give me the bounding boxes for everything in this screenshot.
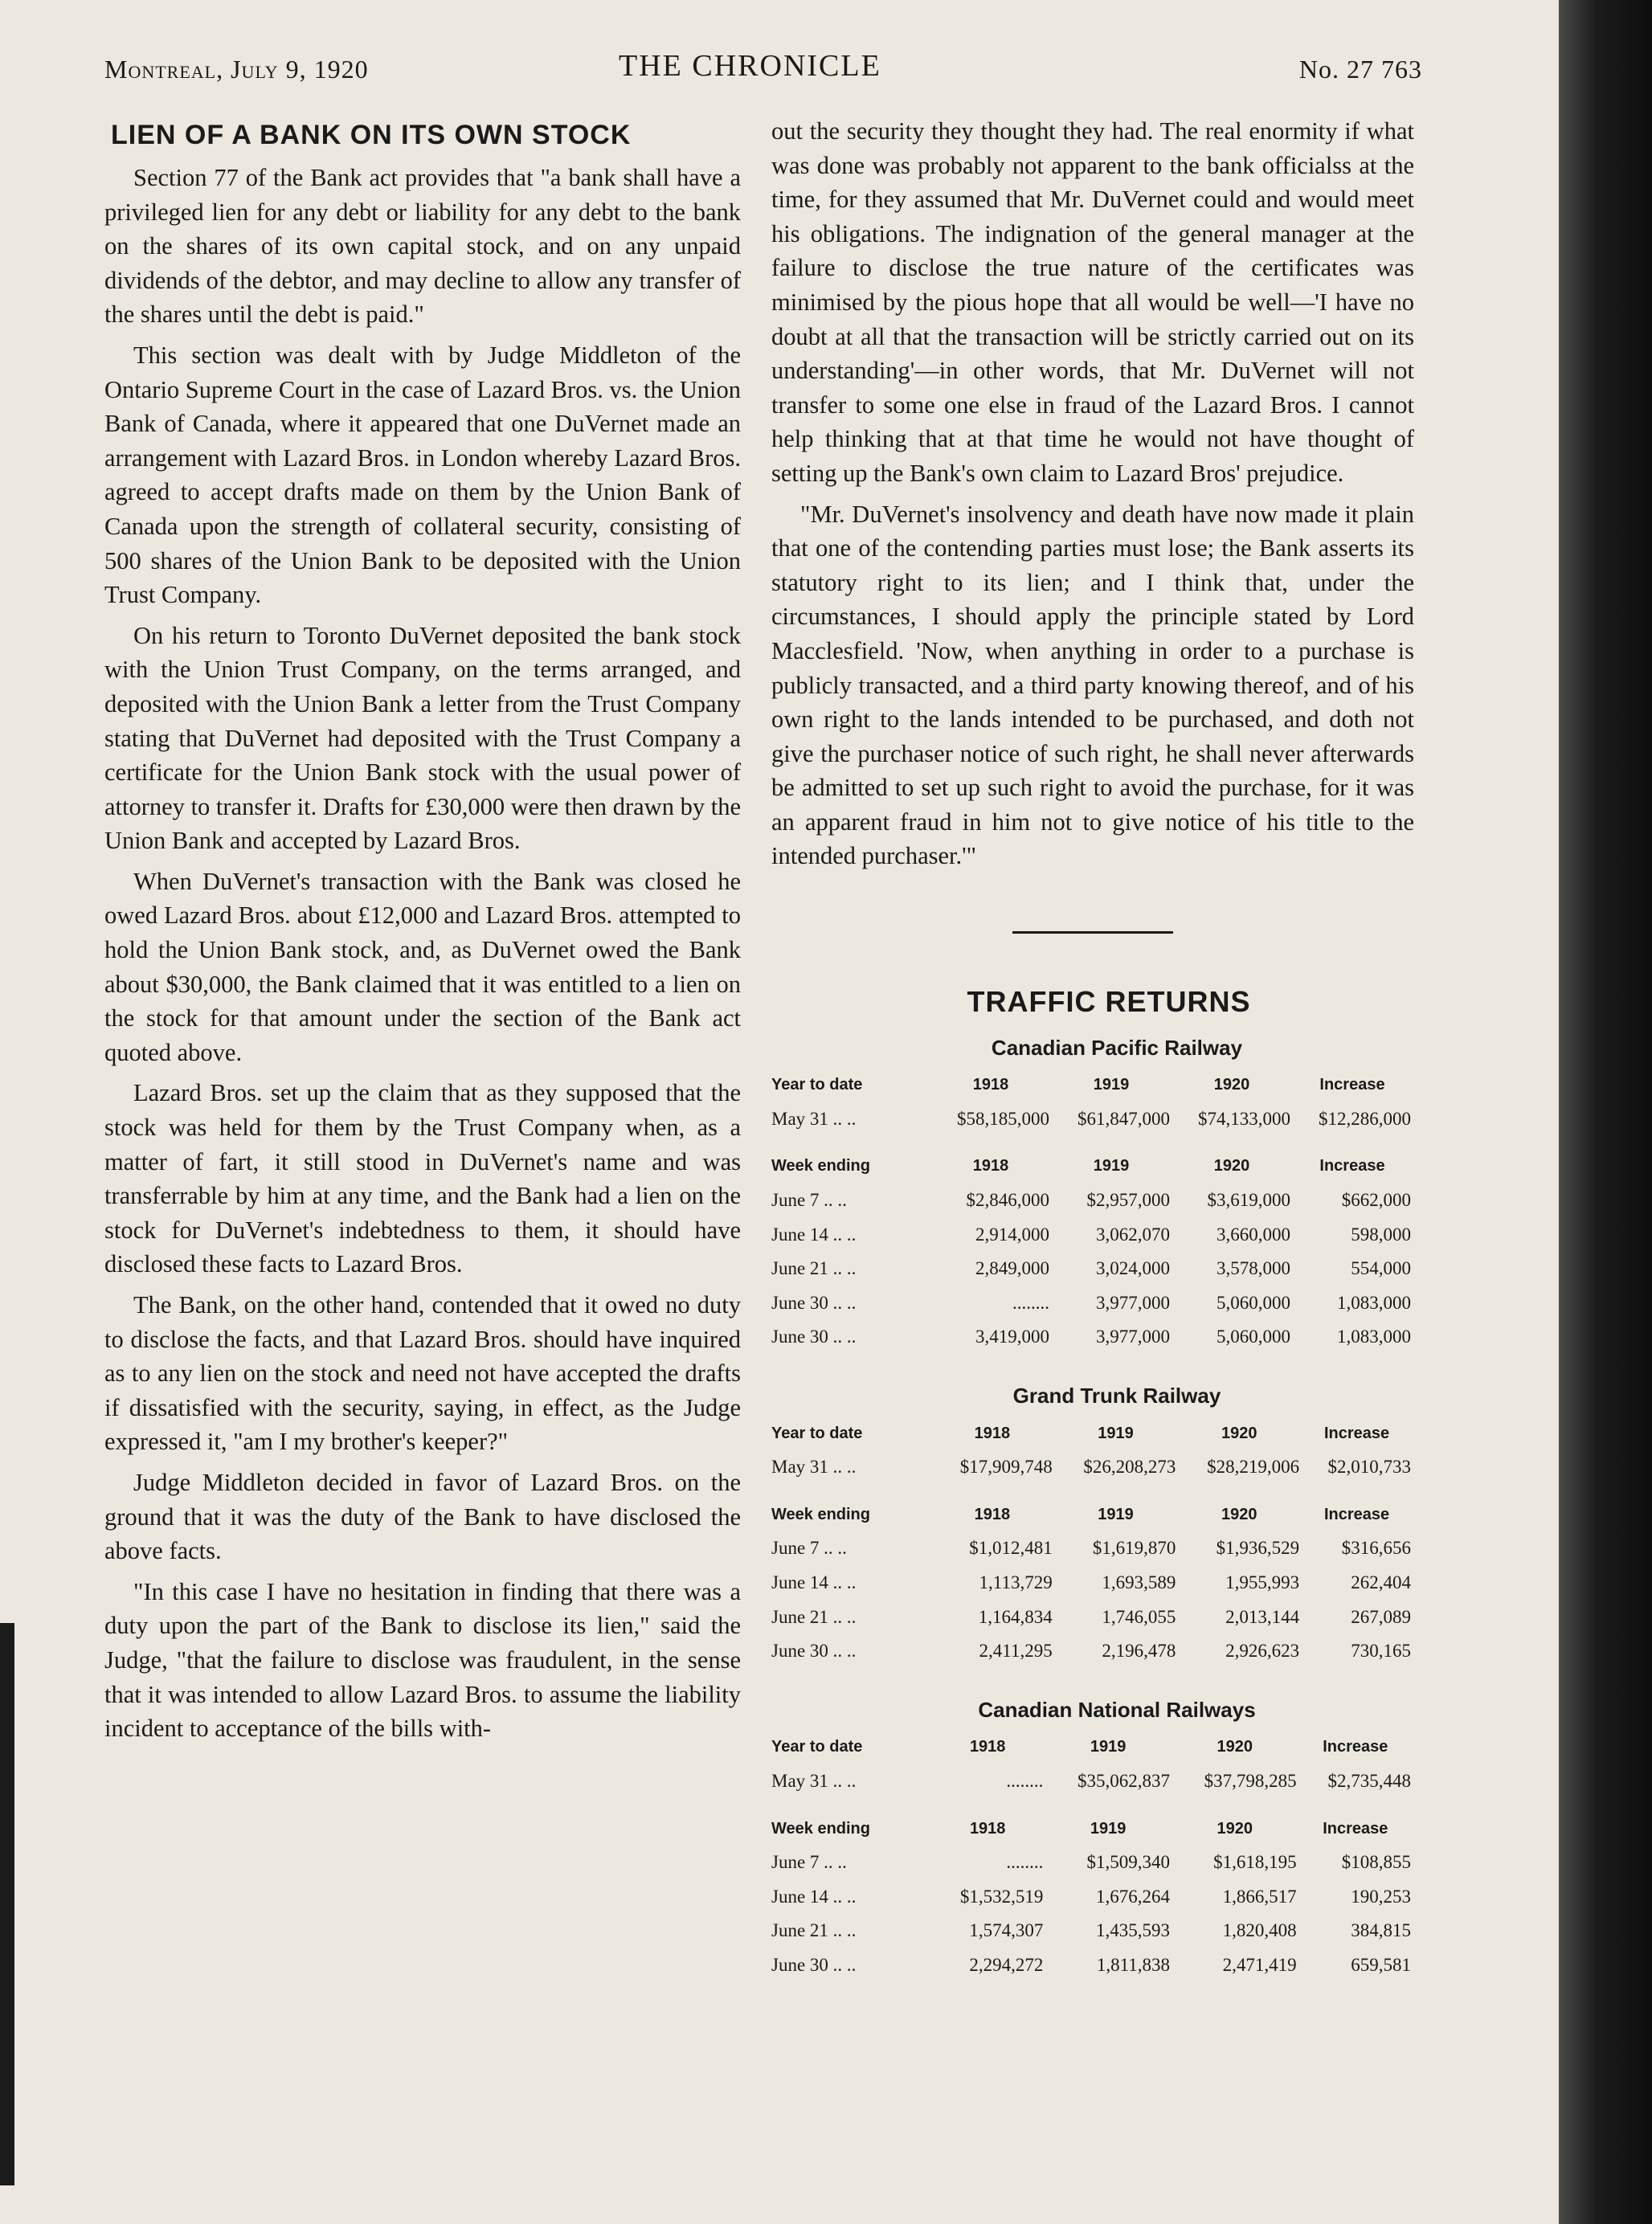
traffic-table bbox=[771, 1417, 1414, 1669]
value-cell: 1918 bbox=[972, 1076, 1009, 1094]
traffic-company-block bbox=[771, 1031, 1414, 1355]
value-cell: ........ bbox=[1006, 1852, 1044, 1873]
row-label-cell: June 30 .. .. bbox=[771, 1641, 857, 1662]
value-cell: 1919 bbox=[1093, 1076, 1130, 1094]
header-dateline: Montreal, July 9, 1920 bbox=[104, 55, 369, 84]
value-cell: 1,955,993 bbox=[1225, 1572, 1300, 1592]
value-cell: $1,012,481 bbox=[969, 1538, 1053, 1559]
value-cell: 2,013,144 bbox=[1225, 1606, 1300, 1627]
row-label-cell: June 30 .. .. bbox=[771, 1327, 857, 1347]
value-cell: 5,060,000 bbox=[1217, 1327, 1290, 1347]
table-header-row bbox=[771, 1812, 1414, 1846]
value-cell: 2,471,419 bbox=[1222, 1954, 1297, 1975]
article-paragraph: "In this case I have no hesitation in finding that there was a duty upon the part of the Bank to disclose its lien," said the Judge, "that the failure to disclose was fraudulent, in the sense that it was intended to allow Lazard Bros. to assume the liability incident to acceptance of the bills with- bbox=[104, 1577, 741, 1743]
table-row bbox=[771, 1914, 1414, 1948]
value-cell: 730,165 bbox=[1351, 1641, 1411, 1662]
value-cell: 1920 bbox=[1217, 1738, 1253, 1756]
row-label-cell: June 21 .. .. bbox=[771, 1920, 857, 1941]
left-column bbox=[104, 119, 741, 1752]
row-label-cell: June 14 .. .. bbox=[771, 1886, 857, 1907]
value-cell: ........ bbox=[1006, 1770, 1044, 1791]
value-cell: $2,735,448 bbox=[1327, 1770, 1411, 1791]
value-cell: $662,000 bbox=[1341, 1190, 1411, 1211]
row-label-cell: May 31 .. .. bbox=[771, 1108, 857, 1129]
table-row bbox=[771, 1218, 1414, 1253]
value-cell: $35,062,837 bbox=[1077, 1770, 1170, 1791]
row-label-cell: Week ending bbox=[771, 1819, 870, 1838]
row-label-cell: June 30 .. .. bbox=[771, 1292, 857, 1313]
value-cell: 2,196,478 bbox=[1102, 1641, 1176, 1662]
row-label-cell: June 14 .. .. bbox=[771, 1572, 857, 1592]
value-cell: 1,435,593 bbox=[1095, 1920, 1170, 1941]
traffic-returns-title: TRAFFIC RETURNS bbox=[967, 985, 1251, 1019]
table-row bbox=[771, 1286, 1414, 1321]
article-paragraph: On his return to Toronto DuVernet deposited the bank stock with the Union Trust Company, on the terms arranged, and deposited with the Union Bank a letter from the Trust Company stating that DuVernet had deposited with the Trust Company a certificate for the Union Bank stock with the usual power of attorney to transfer it. Drafts for £30,000 were then drawn by the Union Bank and accepted by Lazard Bros. bbox=[104, 621, 741, 855]
value-cell: 1,113,729 bbox=[979, 1572, 1053, 1592]
value-cell: 267,089 bbox=[1351, 1606, 1411, 1627]
value-cell: 1,164,834 bbox=[978, 1606, 1053, 1627]
value-cell: 1920 bbox=[1221, 1424, 1257, 1442]
article-paragraph: "Mr. DuVernet's insolvency and death have now made it plain that one of the contending parties must lose; the Bank asserts its statutory right to its lien; and I think that, under the circumstances, I should apply the principle stated by Lord Macclesfield. 'Now, when anything in order to a purchase is publicly transacted, and a third party knowing thereof, and of his own right to the lands intended to be purchased, and doth not give the purchaser notice of such right, he shall never afterwards be admitted to set up such right to avoid the purchase, for it was an apparent fraud in him not to give notice of his title to the intended purchaser.'" bbox=[771, 500, 1414, 870]
value-cell: 2,914,000 bbox=[975, 1224, 1049, 1245]
value-cell: 1918 bbox=[969, 1819, 1006, 1838]
value-cell: Increase bbox=[1323, 1738, 1388, 1756]
value-cell: 1919 bbox=[1090, 1819, 1127, 1838]
page-header bbox=[104, 48, 1422, 96]
value-cell: $316,656 bbox=[1341, 1538, 1411, 1559]
row-label-cell: June 7 .. .. bbox=[771, 1852, 847, 1873]
value-cell: $2,957,000 bbox=[1086, 1190, 1170, 1211]
page-edge-shadow bbox=[0, 1623, 14, 2185]
book-spine bbox=[1559, 0, 1652, 2224]
table-header-row bbox=[771, 1149, 1414, 1184]
value-cell: 1,083,000 bbox=[1337, 1292, 1411, 1313]
table-header-row bbox=[771, 1498, 1414, 1532]
value-cell: $108,855 bbox=[1341, 1852, 1411, 1873]
row-label-cell: Week ending bbox=[771, 1505, 870, 1523]
article-paragraph: Section 77 of the Bank act provides that "a bank shall have a privileged lien for any debt or liability for any debt to the bank on the shares of its own capital stock, and on any unpaid dividends of the debtor, and may decline to allow any transfer of the shares until the debt is paid." bbox=[104, 164, 741, 329]
value-cell: 1918 bbox=[972, 1157, 1009, 1175]
value-cell: 1,083,000 bbox=[1337, 1327, 1411, 1347]
table-header-row bbox=[771, 1068, 1414, 1102]
value-cell: 262,404 bbox=[1351, 1572, 1411, 1592]
article-paragraph: When DuVernet's transaction with the Bank was closed he owed Lazard Bros. about £12,000 and Lazard Bros. attempted to hold the Union Bank stock, and, as DuVernet owed the Bank about $30,000, the Bank claimed that it was entitled to a lien on the stock for that amount under the section of the Bank act quoted above. bbox=[104, 867, 741, 1066]
table-spacer bbox=[771, 1799, 1414, 1812]
article-paragraph: out the security they thought they had. The real enormity if what was done was probably not apparent to the bank officialss at the time, for they assumed that Mr. DuVernet could and would meet his obligations. The indignation of the general manager at the failure to disclose the true nature of the certificates was minimised by the pious hope that all would be well—'I have no doubt at all that the transaction will be strictly carried out on its understanding'—in other words, that Mr. DuVernet will not transfer to some one else in fraud of the Lazard Bros. I cannot help thinking that at that time he would not have thought of setting up the Bank's own claim to Lazard Bros' prejudice. bbox=[771, 117, 1414, 487]
value-cell: ........ bbox=[1012, 1292, 1049, 1313]
value-cell: 2,926,623 bbox=[1225, 1641, 1300, 1662]
value-cell: 190,253 bbox=[1351, 1886, 1411, 1907]
value-cell: Increase bbox=[1323, 1424, 1390, 1442]
value-cell: 1918 bbox=[974, 1424, 1011, 1442]
value-cell: 1918 bbox=[974, 1505, 1011, 1523]
row-label-cell: May 31 .. .. bbox=[771, 1457, 857, 1478]
value-cell: 1,820,408 bbox=[1222, 1920, 1297, 1941]
header-issue-page: No. 27 763 bbox=[1298, 55, 1422, 84]
value-cell: 659,581 bbox=[1351, 1954, 1411, 1975]
article-paragraph: Judge Middleton decided in favor of Lazard Bros. on the ground that it was the duty of the Bank to have disclosed the above facts. bbox=[104, 1468, 741, 1565]
header-publication-title: THE CHRONICLE bbox=[619, 49, 881, 83]
value-cell: 598,000 bbox=[1351, 1224, 1411, 1245]
row-label-cell: Year to date bbox=[771, 1738, 863, 1756]
value-cell: 384,815 bbox=[1351, 1920, 1411, 1941]
table-header-row bbox=[771, 1730, 1414, 1764]
value-cell: $2,010,733 bbox=[1327, 1457, 1411, 1478]
value-cell: $28,219,006 bbox=[1207, 1457, 1300, 1478]
value-cell: 3,062,070 bbox=[1096, 1224, 1170, 1245]
value-cell: 5,060,000 bbox=[1217, 1292, 1290, 1313]
value-cell: $26,208,273 bbox=[1083, 1457, 1176, 1478]
table-row bbox=[771, 1846, 1414, 1880]
value-cell: 1,811,838 bbox=[1096, 1954, 1170, 1975]
value-cell: 1919 bbox=[1093, 1157, 1130, 1175]
table-row bbox=[771, 1450, 1414, 1485]
table-row bbox=[771, 1531, 1414, 1566]
table-row bbox=[771, 1880, 1414, 1915]
traffic-company-block bbox=[771, 1693, 1414, 1983]
value-cell: 1920 bbox=[1217, 1819, 1253, 1838]
value-cell: $1,618,195 bbox=[1213, 1852, 1297, 1873]
table-row bbox=[771, 1566, 1414, 1601]
value-cell: 3,024,000 bbox=[1096, 1258, 1170, 1279]
value-cell: 1920 bbox=[1213, 1157, 1250, 1175]
value-cell: Increase bbox=[1323, 1505, 1390, 1523]
traffic-returns-tables bbox=[771, 1031, 1414, 1983]
table-spacer bbox=[771, 1485, 1414, 1498]
value-cell: Increase bbox=[1319, 1157, 1385, 1175]
value-cell: 1,676,264 bbox=[1095, 1886, 1170, 1907]
value-cell: $1,532,519 bbox=[959, 1886, 1044, 1907]
value-cell: 1,746,055 bbox=[1102, 1606, 1176, 1627]
table-row bbox=[771, 1320, 1414, 1355]
row-label-cell: May 31 .. .. bbox=[771, 1770, 857, 1791]
article-paragraph: This section was dealt with by Judge Middleton of the Ontario Supreme Court in the case of Lazard Bros. vs. the Union Bank of Canada, where it appeared that one DuVernet made an arrangement with Lazard Bros. in London whereby Lazard Bros. agreed to accept drafts made on them by the Union Bank of Canada upon the strength of collateral security, consisting of 500 shares of the Union Bank to be deposited with the Union Trust Company. bbox=[104, 341, 741, 609]
table-header-row bbox=[771, 1417, 1414, 1451]
traffic-company-block bbox=[771, 1379, 1414, 1669]
table-row bbox=[771, 1184, 1414, 1218]
left-paragraphs bbox=[104, 161, 741, 1746]
value-cell: Increase bbox=[1319, 1076, 1385, 1094]
value-cell: 1919 bbox=[1090, 1738, 1127, 1756]
row-label-cell: June 30 .. .. bbox=[771, 1954, 857, 1975]
value-cell: $58,185,000 bbox=[957, 1108, 1049, 1129]
value-cell: $61,847,000 bbox=[1077, 1108, 1170, 1129]
value-cell: $12,286,000 bbox=[1319, 1108, 1411, 1129]
row-label-cell: Year to date bbox=[771, 1424, 863, 1442]
value-cell: $1,936,529 bbox=[1216, 1538, 1300, 1559]
row-label-cell: Year to date bbox=[771, 1076, 863, 1094]
value-cell: 554,000 bbox=[1351, 1258, 1411, 1279]
value-cell: 1919 bbox=[1098, 1505, 1134, 1523]
article-title: LIEN OF A BANK ON ITS OWN STOCK bbox=[111, 120, 632, 150]
row-label-cell: June 21 .. .. bbox=[771, 1606, 857, 1627]
row-label-cell: Week ending bbox=[771, 1157, 870, 1175]
value-cell: $74,133,000 bbox=[1198, 1108, 1290, 1129]
row-label-cell: June 14 .. .. bbox=[771, 1224, 857, 1245]
value-cell: 1,574,307 bbox=[969, 1920, 1044, 1941]
value-cell: 1,693,589 bbox=[1102, 1572, 1176, 1592]
article-paragraph: The Bank, on the other hand, contended that it owed no duty to disclose the facts, and that Lazard Bros. should have inquired as to any lien on the stock and need not have accepted the drafts if dissatisfied with the security, saying, in effect, as the Judge expressed it, "am I my brother's keeper?" bbox=[104, 1291, 741, 1456]
value-cell: $37,798,285 bbox=[1204, 1770, 1297, 1791]
value-cell: 1919 bbox=[1098, 1424, 1134, 1442]
value-cell: 3,419,000 bbox=[975, 1327, 1049, 1347]
row-label-cell: June 7 .. .. bbox=[771, 1190, 847, 1211]
railway-name: Grand Trunk Railway bbox=[1012, 1384, 1221, 1408]
traffic-table bbox=[771, 1068, 1414, 1355]
right-paragraphs bbox=[771, 114, 1414, 873]
value-cell: $17,909,748 bbox=[959, 1457, 1053, 1478]
value-cell: $3,619,000 bbox=[1207, 1190, 1290, 1211]
value-cell: 1,866,517 bbox=[1222, 1886, 1297, 1907]
value-cell: Increase bbox=[1323, 1819, 1388, 1838]
value-cell: $1,509,340 bbox=[1086, 1852, 1170, 1873]
value-cell: 3,578,000 bbox=[1217, 1258, 1290, 1279]
right-column bbox=[771, 114, 1414, 2007]
value-cell: 2,849,000 bbox=[975, 1258, 1049, 1279]
railway-name: Canadian National Railways bbox=[978, 1697, 1256, 1722]
value-cell: $2,846,000 bbox=[966, 1190, 1049, 1211]
value-cell: 1920 bbox=[1213, 1076, 1250, 1094]
table-row bbox=[771, 1764, 1414, 1799]
value-cell: 3,660,000 bbox=[1217, 1224, 1290, 1245]
row-label-cell: June 21 .. .. bbox=[771, 1258, 857, 1279]
table-row bbox=[771, 1601, 1414, 1635]
table-spacer bbox=[771, 1136, 1414, 1149]
table-row bbox=[771, 1102, 1414, 1137]
value-cell: 1918 bbox=[969, 1738, 1006, 1756]
article-paragraph: Lazard Bros. set up the claim that as they supposed that the stock was held for them by the Trust Company when, as a matter of fart, it still stood in DuVernet's name and was transferrable by him at any time, and the Bank had a lien on the stock for DuVernet's indebtedness to them, it should have disclosed these facts to Lazard Bros. bbox=[104, 1079, 741, 1278]
value-cell: 2,294,272 bbox=[969, 1954, 1044, 1975]
value-cell: 1920 bbox=[1221, 1505, 1257, 1523]
table-row bbox=[771, 1252, 1414, 1286]
table-row bbox=[771, 1634, 1414, 1669]
table-row bbox=[771, 1948, 1414, 1983]
value-cell: 2,411,295 bbox=[979, 1641, 1053, 1662]
section-divider bbox=[1012, 931, 1173, 934]
value-cell: $1,619,870 bbox=[1092, 1538, 1176, 1559]
value-cell: 3,977,000 bbox=[1096, 1327, 1170, 1347]
row-label-cell: June 7 .. .. bbox=[771, 1538, 847, 1559]
railway-name: Canadian Pacific Railway bbox=[991, 1035, 1243, 1060]
traffic-table bbox=[771, 1730, 1414, 1982]
value-cell: 3,977,000 bbox=[1096, 1292, 1170, 1313]
